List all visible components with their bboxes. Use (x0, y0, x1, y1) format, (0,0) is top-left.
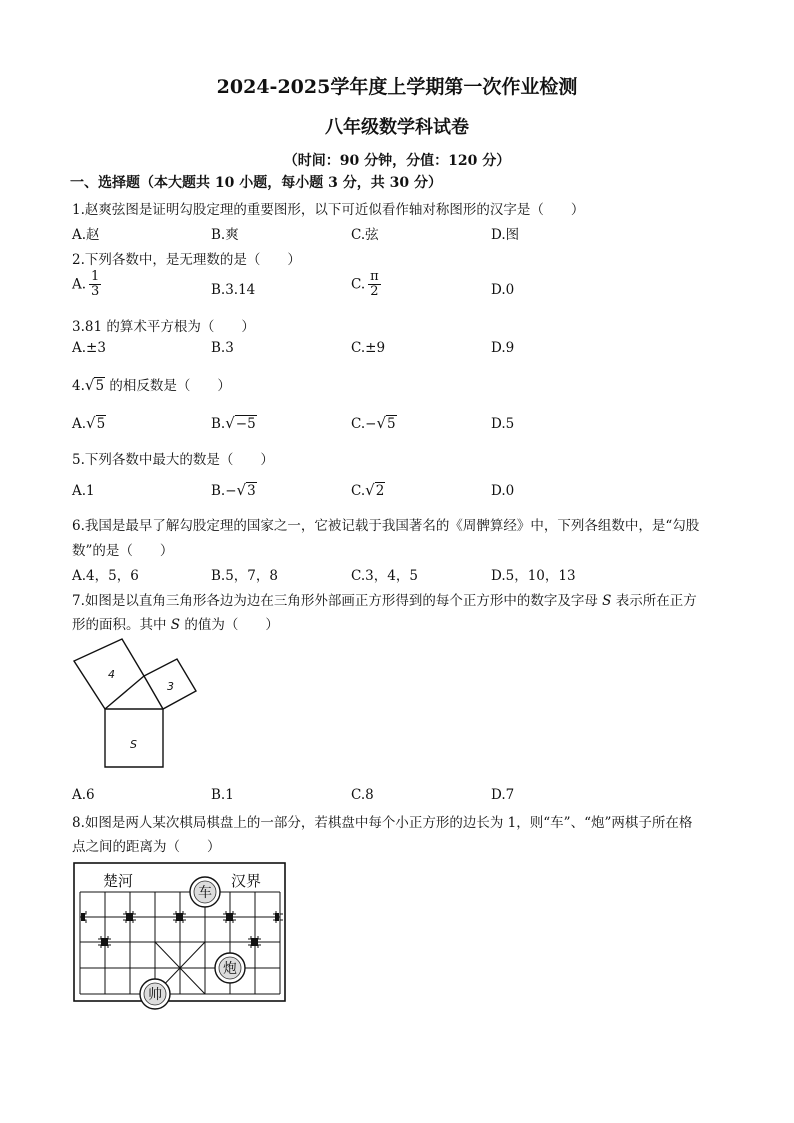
q1-option-c: C.弦 (351, 227, 379, 243)
figure-label-3: 3 (167, 680, 174, 693)
q2-c-fraction (368, 270, 381, 300)
q4-a-radical: √5 (86, 414, 106, 432)
q5-b-radical: √3 (236, 481, 256, 499)
q7-option-d: D.7 (491, 787, 515, 803)
q2-a-denominator: 3 (91, 284, 100, 300)
q6-option-d: D.5，10，13 (491, 568, 576, 584)
chess-piece-pao (215, 953, 245, 983)
q3-option-a: A.±3 (72, 340, 106, 356)
chessboard-figure (73, 862, 287, 1014)
question-8-line-2: 点之间的距离为（ ） (72, 839, 221, 855)
q7-line1-b: 表示所在正方 (611, 593, 697, 609)
q7-line1-variable: S (602, 593, 612, 609)
exam-subtitle: 八年级数学科试卷 (325, 117, 469, 138)
q7-line1-a: 7.如图是以直角三角形各边为边在三角形外部画正方形得到的每个正方形中的数字及字母 (72, 593, 603, 609)
q4-suffix: 的相反数是（ ） (109, 378, 231, 394)
q4-radicand: 5 (95, 378, 105, 394)
chess-piece-che (190, 877, 220, 907)
q2-c-numerator: π (370, 269, 379, 284)
q6-option-b: B.5，7，8 (211, 568, 278, 584)
q6-option-c: C.3，4，5 (351, 568, 418, 584)
q3-option-b: B.3 (211, 340, 234, 356)
question-6-line-1: 6.我国是最早了解勾股定理的国家之一，它被记载于我国著名的《周髀算经》中，下列各组数中，是“勾股 (72, 518, 700, 534)
q2-option-d: D.0 (491, 282, 515, 298)
q4-radical: √5 (84, 376, 105, 394)
q5-b-prefix: B.− (211, 483, 237, 499)
q3-option-d: D.9 (491, 340, 515, 356)
q4-option-b (211, 414, 257, 432)
figure-label-s: S (130, 738, 137, 751)
question-2: 2.下列各数中，是无理数的是（ ） (72, 252, 301, 268)
chess-piece-shuai (140, 979, 170, 1009)
q2-c-denominator: 2 (370, 284, 379, 300)
q1-option-a: A.赵 (72, 227, 100, 243)
q5-option-b (211, 481, 257, 499)
q3-option-c: C.±9 (351, 340, 386, 356)
q5-c-radicand: 2 (375, 483, 385, 499)
question-7-line-2 (72, 613, 279, 633)
q2-a-fraction (89, 270, 101, 300)
q5-option-c (351, 481, 385, 499)
q2-option-c (351, 270, 381, 300)
q5-option-d: D.0 (491, 483, 515, 499)
q2-a-prefix: A. (72, 276, 87, 293)
q4-c-radicand: 5 (387, 416, 396, 432)
q5-b-radicand: 3 (247, 483, 256, 499)
q2-option-b: B.3.14 (211, 282, 256, 298)
pythagoras-squares-figure (72, 636, 202, 776)
q1-option-d: D.图 (491, 227, 520, 243)
q4-b-prefix: B. (211, 416, 226, 432)
q7-option-c: C.8 (351, 787, 374, 803)
q4-b-radical: √−5 (225, 414, 256, 432)
q2-a-numerator: 1 (91, 269, 100, 284)
river-label-right: 汉界 (231, 872, 262, 890)
q4-b-radicand: −5 (235, 416, 256, 432)
q7-line2-variable: S (170, 617, 181, 633)
question-4 (72, 374, 231, 394)
exam-info: （时间：90 分钟，分值：120 分） (283, 153, 511, 169)
question-7-line-1 (72, 589, 697, 609)
q7-option-a: A.6 (72, 787, 95, 803)
exam-title: 2024-2025学年度上学期第一次作业检测 (216, 76, 578, 98)
question-1: 1.赵爽弦图是证明勾股定理的重要图形，以下可近似看作轴对称图形的汉字是（ ） (72, 202, 585, 218)
figure-label-4: 4 (108, 668, 115, 681)
q6-option-a: A.4，5，6 (72, 568, 139, 584)
piece-label-pao: 炮 (223, 961, 237, 977)
q4-a-radicand: 5 (96, 416, 106, 432)
section-heading: 一、选择题（本大题共 10 小题，每小题 3 分，共 30 分） (70, 175, 442, 191)
q4-option-d: D.5 (491, 416, 515, 432)
q4-option-c (351, 414, 397, 432)
river-label-left: 楚河 (103, 872, 134, 890)
q4-c-radical: √5 (376, 414, 396, 432)
q7-option-b: B.1 (211, 787, 234, 803)
q4-option-a (72, 414, 106, 432)
q4-a-prefix: A. (72, 416, 87, 432)
q1-option-b: B.爽 (211, 227, 239, 243)
piece-label-shuai: 帅 (148, 987, 162, 1003)
question-5: 5.下列各数中最大的数是（ ） (72, 452, 274, 468)
q5-option-a: A.1 (72, 483, 95, 499)
question-8-line-1: 8.如图是两人某次棋局棋盘上的一部分，若棋盘中每个小正方形的边长为 1，则“车”、“炮”两棋子所在格 (72, 815, 693, 831)
piece-label-che: 车 (198, 885, 212, 901)
q7-line2-b: 的值为（ ） (180, 617, 279, 633)
q4-c-prefix: C.− (351, 416, 377, 432)
q5-c-prefix: C. (351, 483, 366, 499)
q5-c-radical: √2 (365, 481, 385, 499)
q2-c-prefix: C. (351, 276, 366, 293)
q7-line2-a: 形的面积。其中 (72, 617, 171, 633)
question-3: 3.81 的算术平方根为（ ） (72, 319, 255, 335)
q4-prefix: 4. (72, 378, 85, 394)
q2-option-a (72, 270, 101, 300)
question-6-line-2: 数”的是（ ） (72, 543, 174, 559)
